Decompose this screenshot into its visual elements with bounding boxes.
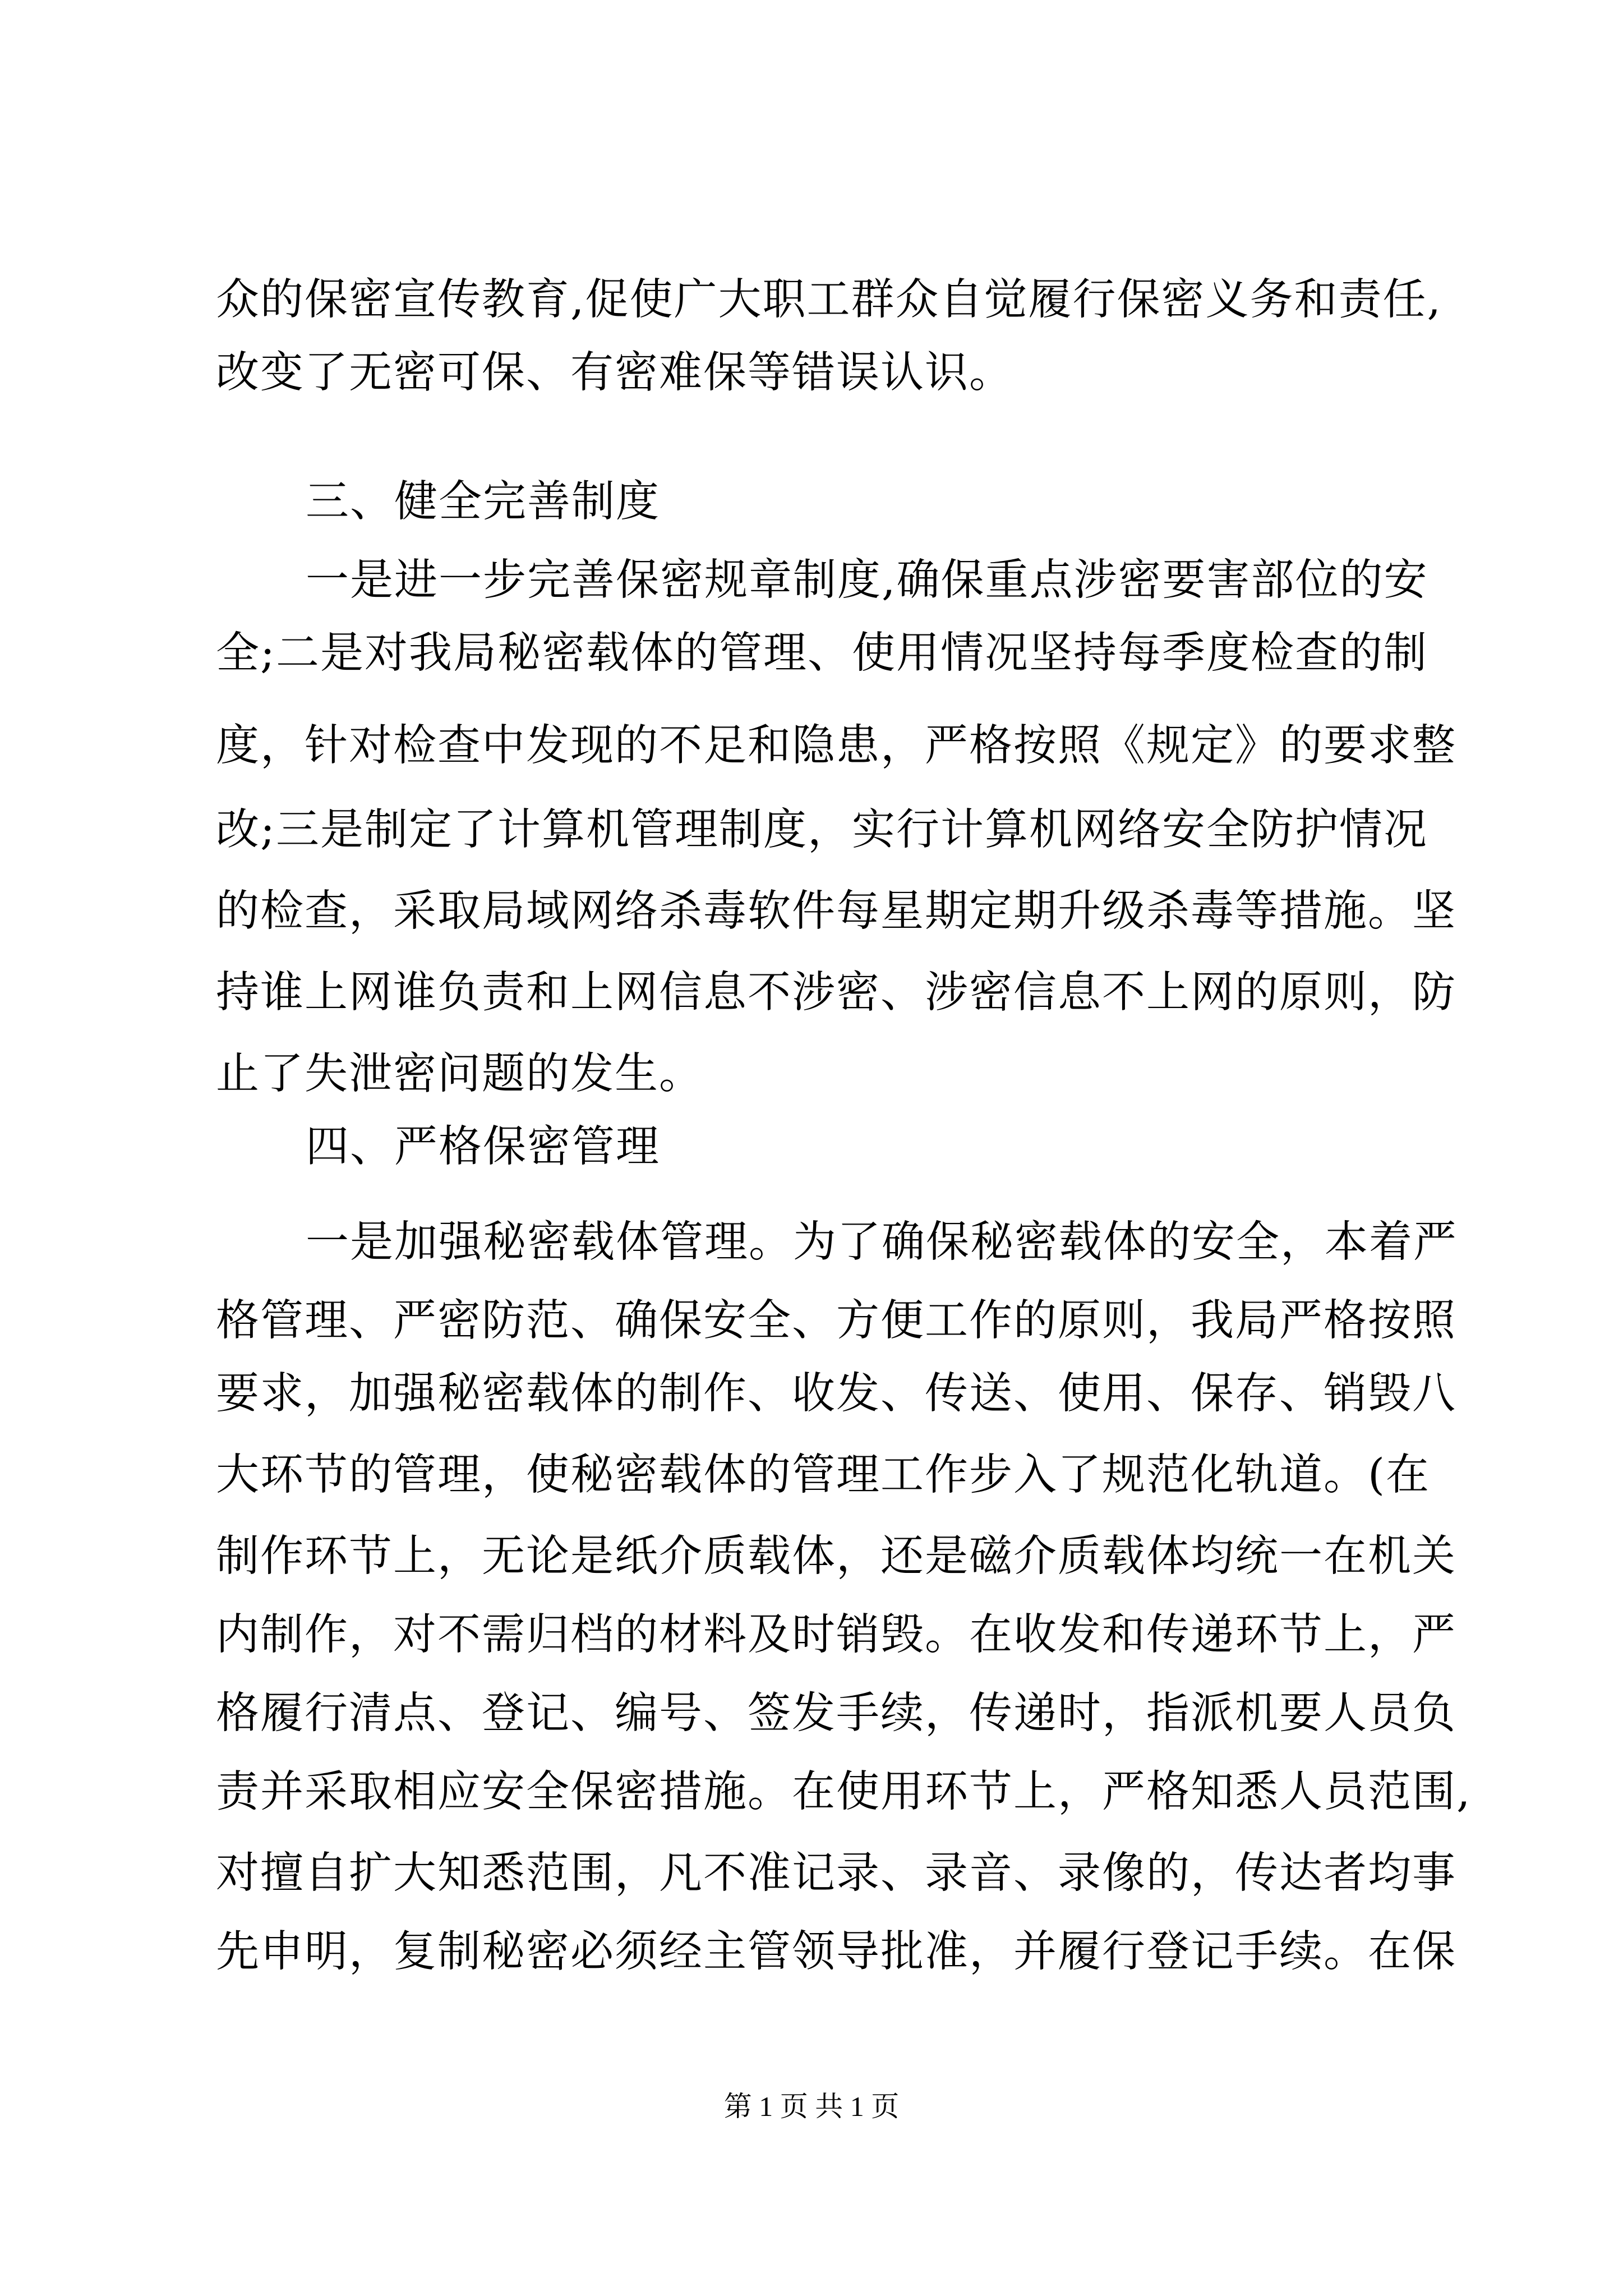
text-line: 内制作，对不需归档的材料及时销毁。在收发和传递环节上，严 <box>216 1610 1456 1660</box>
text-line: 一是加强秘密载体管理。为了确保秘密载体的安全，本着严 <box>306 1217 1458 1267</box>
text-line: 止了失泄密问题的发生。 <box>216 1049 703 1099</box>
text-line: 全;二是对我局秘密载体的管理、使用情况坚持每季度检查的制 <box>216 628 1428 678</box>
text-line: 改;三是制定了计算机管理制度，实行计算机网络安全防护情况 <box>216 805 1428 855</box>
text-line: 先申明，复制秘密必须经主管领导批准，并履行登记手续。在保 <box>216 1927 1456 1977</box>
section-heading: 四、严格保密管理 <box>306 1122 660 1172</box>
text-line: 责并采取相应安全保密措施。在使用环节上，严格知悉人员范围, <box>216 1767 1472 1817</box>
text-line: 格履行清点、登记、编号、签发手续，传递时，指派机要人员负 <box>216 1688 1456 1738</box>
text-line: 度，针对检查中发现的不足和隐患，严格按照《规定》的要求整 <box>216 721 1456 771</box>
page-number-footer: 第 1 页 共 1 页 <box>723 2091 900 2122</box>
text-line: 大环节的管理，使秘密载体的管理工作步入了规范化轨道。(在 <box>216 1450 1431 1500</box>
text-line: 持谁上网谁负责和上网信息不涉密、涉密信息不上网的原则，防 <box>216 968 1456 1018</box>
text-line: 一是进一步完善保密规章制度,确保重点涉密要害部位的安 <box>306 555 1428 605</box>
text-line: 改变了无密可保、有密难保等错误认识。 <box>216 348 1013 398</box>
text-line: 格管理、严密防范、确保安全、方便工作的原则，我局严格按照 <box>216 1296 1456 1346</box>
text-line: 的检查，采取局域网络杀毒软件每星期定期升级杀毒等措施。坚 <box>216 886 1456 936</box>
section-heading: 三、健全完善制度 <box>306 477 660 527</box>
text-line: 制作环节上，无论是纸介质载体，还是磁介质载体均统一在机关 <box>216 1531 1456 1581</box>
text-line: 众的保密宣传教育,促使广大职工群众自觉履行保密义务和责任, <box>216 275 1442 325</box>
text-line: 对擅自扩大知悉范围，凡不准记录、录音、录像的，传达者均事 <box>216 1848 1456 1898</box>
text-line: 要求，加强秘密载体的制作、收发、传送、使用、保存、销毁八 <box>216 1369 1456 1419</box>
